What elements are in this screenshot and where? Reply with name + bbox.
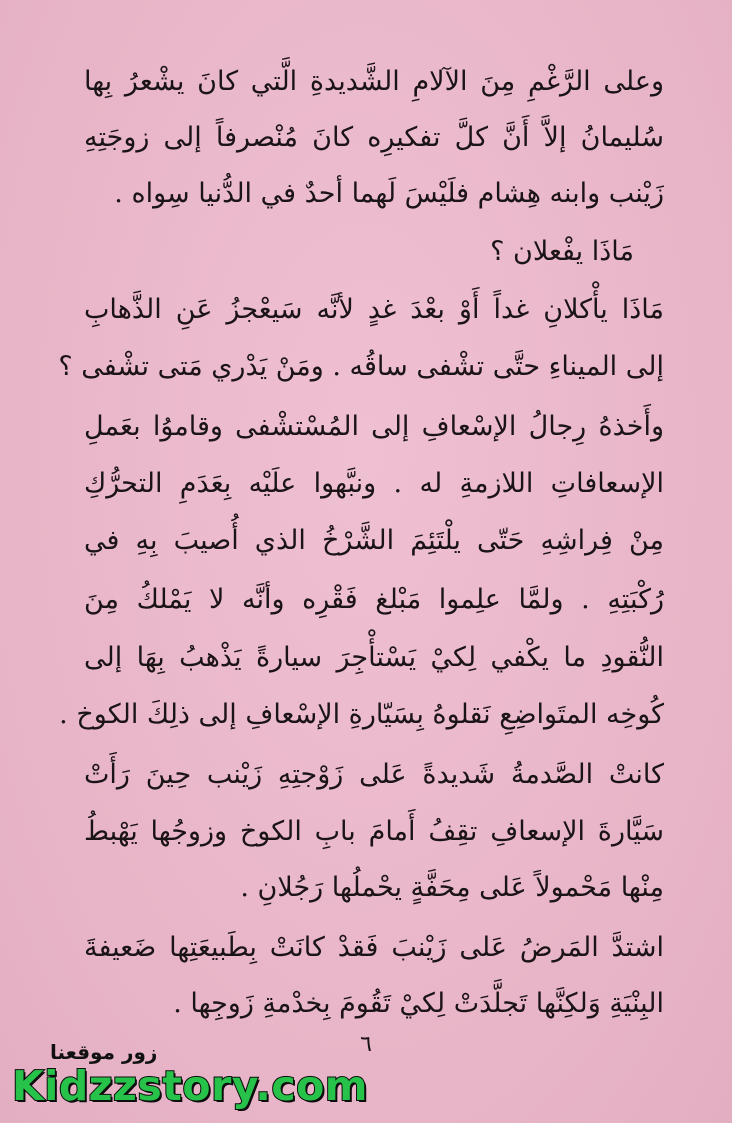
story-line: مِنْها مَحْمولاً عَلى مِحَفَّةٍ يحْملُها رَجُلانِ . [240,872,664,903]
story-line: إلى الميناءِ حتَّى تشْفى ساقُه . ومَنْ يَدْري مَتى تشْفى ؟ [58,351,664,382]
story-line: الإسعافاتِ اللازمةِ له . ونبَّهوا علَيْه بِعَدَمِ التحرُّكِ [84,468,664,499]
story-line: سُليمانُ إلاَّ أَنَّ كلَّ تفكيرِه كانَ مُنْصرفاً إلى زوجَتِهِ [84,122,664,153]
story-line: البِنْيَةِ وَلكِنَّها تَجلَّدَتْ لِكيْ تَقُومَ بِخدْمةِ زَوجِها . [173,988,664,1019]
story-line: النُّقودِ ما يكْفي لِكيْ يَسْتأْجِرَ سيارةً يَذْهبُ بِهَا إلى [84,642,664,673]
story-line: كانتْ الصَّدمةُ شَديدةً عَلى زَوْجتِهِ زَيْنب حِينَ رَأَتْ [84,759,664,790]
story-line: وأَخذهُ رِجالُ الإسْعافِ إلى المُسْتشْفى وقاموُا بعَملِ [84,411,664,442]
story-line: سَيَّارةَ الإسعافِ تقِفُ أَمامَ بابِ الكوخ وزوجُها يَهْبطُ [84,816,664,847]
story-line: مِنْ فِراشِهِ حَتّى يلْتَئِمَ الشَّرْخُ الذي أُصيبَ بِهِ في [84,525,664,556]
story-line: كُوخِه المتَواضِعِ نَقلوهُ بِسَيّارةِ الإسْعافِ إلى ذلِكَ الكوخ . [59,699,664,730]
story-line: رُكْبَتِهِ . ولمَّا علِموا مَبْلغ فَقْرِه وأنَّه لا يَمْلكُ مِنَ [84,584,664,615]
watermark-site-logo: Kidzzstory.com [12,1062,369,1110]
story-line: وعلى الرَّغْمِ مِنَ الآلامِ الشَّديدةِ الَّتي كانَ يشْعرُ بِها [84,66,664,97]
story-line: اشتدَّ المَرضُ عَلى زَيْنبَ فَقدْ كانَتْ بِطَبيعَتِها ضَعيفةَ [84,932,664,963]
story-line: مَاذَا يأْكلانِ غداً أَوْ بعْدَ غدٍ لأنَّه سَيعْجزُ عَنِ الذَّهابِ [84,294,664,325]
page-number: ٦ [360,1032,372,1057]
story-line: زَيْنب وابنه هِشام فلَيْسَ لَهما أحدٌ في الدُّنيا سِواه . [114,178,664,209]
watermark-visit-text: زور موقعنا [50,1040,158,1064]
story-line: مَاذَا يفْعلان ؟ [490,236,634,267]
